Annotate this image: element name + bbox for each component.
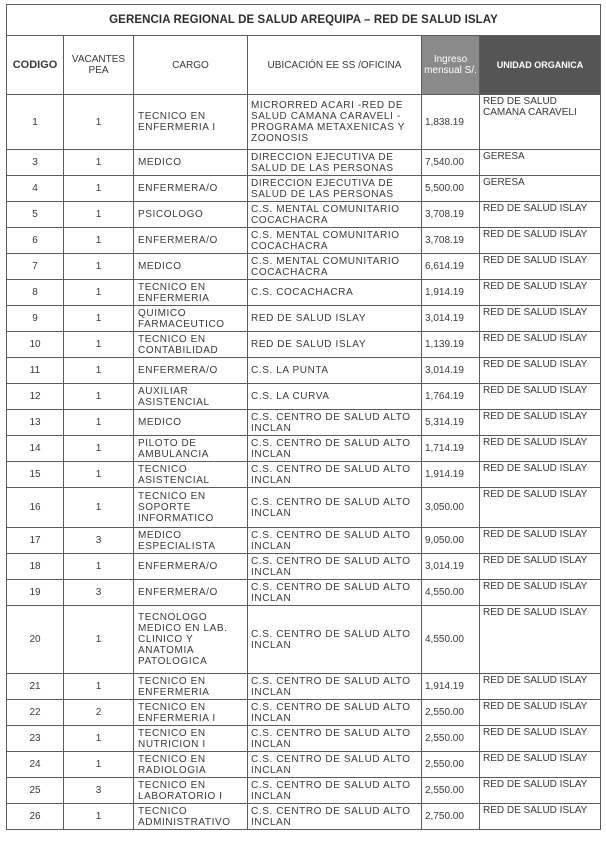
row-vacantes: 1 (64, 554, 134, 580)
table-row (7, 580, 601, 606)
row-codigo: 19 (7, 580, 64, 606)
row-codigo: 3 (7, 150, 64, 176)
row-unidad: RED DE SALUD ISLAY (480, 674, 601, 700)
table-row (7, 280, 601, 306)
row-ingreso: 3,014.19 (422, 554, 480, 580)
row-unidad: RED DE SALUD CAMANA CARAVELI (480, 95, 601, 150)
row-unidad: RED DE SALUD ISLAY (480, 202, 601, 228)
row-codigo: 1 (7, 95, 64, 150)
row-codigo: 24 (7, 752, 64, 778)
table-row (7, 674, 601, 700)
table-row (7, 488, 601, 528)
row-cargo: MEDICO (134, 410, 248, 436)
row-unidad: RED DE SALUD ISLAY (480, 606, 601, 674)
row-ubicacion: DIRECCION EJECUTIVA DE SALUD DE LAS PERSONAS (248, 176, 422, 202)
row-vacantes: 1 (64, 306, 134, 332)
row-ingreso: 1,139.19 (422, 332, 480, 358)
table-row (7, 752, 601, 778)
row-codigo: 9 (7, 306, 64, 332)
row-ubicacion: C.S. CENTRO DE SALUD ALTO INCLAN (248, 436, 422, 462)
header-vacantes: VACANTES PEA (64, 36, 134, 95)
row-unidad: RED DE SALUD ISLAY (480, 580, 601, 606)
row-cargo: PSICOLOGO (134, 202, 248, 228)
row-ubicacion: C.S. CENTRO DE SALUD ALTO INCLAN (248, 778, 422, 804)
document-title: GERENCIA REGIONAL DE SALUD AREQUIPA – RED DE SALUD ISLAY (7, 5, 601, 36)
title-row (7, 5, 601, 36)
row-ingreso: 2,750.00 (422, 804, 480, 830)
row-ingreso: 4,550.00 (422, 580, 480, 606)
row-cargo: TECNICO ADMINISTRATIVO (134, 804, 248, 830)
row-unidad: RED DE SALUD ISLAY (480, 726, 601, 752)
row-codigo: 20 (7, 606, 64, 674)
row-vacantes: 2 (64, 700, 134, 726)
row-vacantes: 1 (64, 202, 134, 228)
row-codigo: 5 (7, 202, 64, 228)
row-vacantes: 1 (64, 95, 134, 150)
row-ubicacion: C.S. CENTRO DE SALUD ALTO INCLAN (248, 528, 422, 554)
row-vacantes: 1 (64, 384, 134, 410)
header-row (7, 36, 601, 95)
row-vacantes: 1 (64, 150, 134, 176)
row-ingreso: 1,914.19 (422, 280, 480, 306)
row-ingreso: 7,540.00 (422, 150, 480, 176)
row-ingreso: 3,014.19 (422, 358, 480, 384)
row-unidad: RED DE SALUD ISLAY (480, 358, 601, 384)
table-row (7, 228, 601, 254)
header-unidad: UNIDAD ORGANICA (480, 36, 601, 95)
row-unidad: RED DE SALUD ISLAY (480, 332, 601, 358)
row-codigo: 23 (7, 726, 64, 752)
row-ubicacion: C.S. CENTRO DE SALUD ALTO INCLAN (248, 700, 422, 726)
row-unidad: RED DE SALUD ISLAY (480, 436, 601, 462)
row-cargo: ENFERMERA/O (134, 358, 248, 384)
row-codigo: 17 (7, 528, 64, 554)
row-unidad: RED DE SALUD ISLAY (480, 752, 601, 778)
row-codigo: 15 (7, 462, 64, 488)
row-ingreso: 2,550.00 (422, 778, 480, 804)
row-codigo: 7 (7, 254, 64, 280)
row-vacantes: 1 (64, 462, 134, 488)
row-ubicacion: DIRECCION EJECUTIVA DE SALUD DE LAS PERSONAS (248, 150, 422, 176)
row-ubicacion: C.S. MENTAL COMUNITARIO COCACHACRA (248, 202, 422, 228)
row-ingreso: 9,050.00 (422, 528, 480, 554)
row-cargo: AUXILIAR ASISTENCIAL (134, 384, 248, 410)
row-ubicacion: RED DE SALUD ISLAY (248, 306, 422, 332)
row-ingreso: 5,314.19 (422, 410, 480, 436)
row-ingreso: 6,614.19 (422, 254, 480, 280)
table-row (7, 436, 601, 462)
row-vacantes: 1 (64, 228, 134, 254)
row-cargo: ENFERMERA/O (134, 176, 248, 202)
table-row (7, 528, 601, 554)
row-vacantes: 1 (64, 752, 134, 778)
row-unidad: RED DE SALUD ISLAY (480, 778, 601, 804)
row-cargo: TECNICO EN CONTABILIDAD (134, 332, 248, 358)
row-cargo: ENFERMERA/O (134, 554, 248, 580)
row-ingreso: 2,550.00 (422, 700, 480, 726)
row-vacantes: 1 (64, 254, 134, 280)
header-codigo: CODIGO (7, 36, 64, 95)
row-ingreso: 3,014.19 (422, 306, 480, 332)
row-cargo: TECNICO EN SOPORTE INFORMATICO (134, 488, 248, 528)
row-cargo: ENFERMERA/O (134, 580, 248, 606)
row-cargo: TECNICO EN RADIOLOGIA (134, 752, 248, 778)
row-ingreso: 1,714.19 (422, 436, 480, 462)
table-row (7, 202, 601, 228)
row-cargo: ENFERMERA/O (134, 228, 248, 254)
table-row (7, 150, 601, 176)
row-codigo: 11 (7, 358, 64, 384)
row-ingreso: 1,914.19 (422, 674, 480, 700)
row-unidad: RED DE SALUD ISLAY (480, 254, 601, 280)
row-unidad: RED DE SALUD ISLAY (480, 488, 601, 528)
row-ubicacion: MICRORRED ACARI -RED DE SALUD CAMANA CARAVELI - PROGRAMA METAXENICAS Y ZOONOSIS (248, 95, 422, 150)
row-cargo: TECNICO EN ENFERMERIA (134, 280, 248, 306)
row-codigo: 25 (7, 778, 64, 804)
header-ubicacion: UBICACIÓN EE SS /OFICINA (248, 36, 422, 95)
row-unidad: RED DE SALUD ISLAY (480, 554, 601, 580)
row-codigo: 8 (7, 280, 64, 306)
row-vacantes: 1 (64, 280, 134, 306)
row-ubicacion: C.S. MENTAL COMUNITARIO COCACHACRA (248, 254, 422, 280)
row-vacantes: 3 (64, 580, 134, 606)
row-ubicacion: C.S. CENTRO DE SALUD ALTO INCLAN (248, 580, 422, 606)
row-ingreso: 1,764.19 (422, 384, 480, 410)
row-vacantes: 3 (64, 528, 134, 554)
row-ubicacion: C.S. CENTRO DE SALUD ALTO INCLAN (248, 752, 422, 778)
row-cargo: TECNICO EN NUTRICION I (134, 726, 248, 752)
table-row (7, 778, 601, 804)
row-unidad: RED DE SALUD ISLAY (480, 384, 601, 410)
row-codigo: 18 (7, 554, 64, 580)
row-vacantes: 1 (64, 804, 134, 830)
row-vacantes: 1 (64, 674, 134, 700)
row-ubicacion: C.S. LA CURVA (248, 384, 422, 410)
table-row (7, 726, 601, 752)
row-vacantes: 1 (64, 488, 134, 528)
row-codigo: 26 (7, 804, 64, 830)
row-unidad: RED DE SALUD ISLAY (480, 410, 601, 436)
row-ubicacion: C.S. CENTRO DE SALUD ALTO INCLAN (248, 554, 422, 580)
row-cargo: QUIMICO FARMACEUTICO (134, 306, 248, 332)
row-cargo: TECNICO EN ENFERMERIA I (134, 95, 248, 150)
row-unidad: RED DE SALUD ISLAY (480, 306, 601, 332)
row-unidad: RED DE SALUD ISLAY (480, 228, 601, 254)
row-unidad: RED DE SALUD ISLAY (480, 528, 601, 554)
row-vacantes: 1 (64, 332, 134, 358)
row-ingreso: 3,050.00 (422, 488, 480, 528)
row-ubicacion: C.S. CENTRO DE SALUD ALTO INCLAN (248, 804, 422, 830)
row-ingreso: 2,550.00 (422, 726, 480, 752)
row-ubicacion: RED DE SALUD ISLAY (248, 332, 422, 358)
row-unidad: RED DE SALUD ISLAY (480, 462, 601, 488)
row-unidad: GERESA (480, 176, 601, 202)
table-row (7, 358, 601, 384)
row-unidad: RED DE SALUD ISLAY (480, 804, 601, 830)
row-cargo: PILOTO DE AMBULANCIA (134, 436, 248, 462)
row-codigo: 21 (7, 674, 64, 700)
table-row (7, 176, 601, 202)
row-vacantes: 1 (64, 436, 134, 462)
row-cargo: TECNICO EN ENFERMERIA (134, 674, 248, 700)
row-ubicacion: C.S. CENTRO DE SALUD ALTO INCLAN (248, 674, 422, 700)
row-cargo: MEDICO (134, 150, 248, 176)
row-ingreso: 3,708.19 (422, 228, 480, 254)
row-ingreso: 4,550.00 (422, 606, 480, 674)
row-unidad: RED DE SALUD ISLAY (480, 280, 601, 306)
row-codigo: 13 (7, 410, 64, 436)
row-cargo: TECNICO EN ENFERMERIA I (134, 700, 248, 726)
row-codigo: 4 (7, 176, 64, 202)
row-ingreso: 1,914.19 (422, 462, 480, 488)
row-codigo: 6 (7, 228, 64, 254)
row-codigo: 10 (7, 332, 64, 358)
row-unidad: RED DE SALUD ISLAY (480, 700, 601, 726)
row-ingreso: 3,708.19 (422, 202, 480, 228)
row-cargo: TECNICO ASISTENCIAL (134, 462, 248, 488)
table-row (7, 95, 601, 150)
row-cargo: TECNICO EN LABORATORIO I (134, 778, 248, 804)
row-vacantes: 1 (64, 176, 134, 202)
row-codigo: 14 (7, 436, 64, 462)
row-ubicacion: C.S. COCACHACRA (248, 280, 422, 306)
vacancies-table (6, 4, 601, 830)
row-ubicacion: C.S. LA PUNTA (248, 358, 422, 384)
table-row (7, 254, 601, 280)
row-codigo: 22 (7, 700, 64, 726)
table-row (7, 410, 601, 436)
row-codigo: 16 (7, 488, 64, 528)
table-row (7, 332, 601, 358)
header-ingreso: Ingreso mensual S/. (422, 36, 480, 95)
row-ubicacion: C.S. MENTAL COMUNITARIO COCACHACRA (248, 228, 422, 254)
row-vacantes: 1 (64, 726, 134, 752)
row-vacantes: 1 (64, 358, 134, 384)
row-ubicacion: C.S. CENTRO DE SALUD ALTO INCLAN (248, 462, 422, 488)
row-ubicacion: C.S. CENTRO DE SALUD ALTO INCLAN (248, 488, 422, 528)
table-row (7, 384, 601, 410)
row-vacantes: 1 (64, 606, 134, 674)
row-unidad: GERESA (480, 150, 601, 176)
row-ubicacion: C.S. CENTRO DE SALUD ALTO INCLAN (248, 726, 422, 752)
table-row (7, 554, 601, 580)
row-ingreso: 2,550.00 (422, 752, 480, 778)
row-ingreso: 5,500.00 (422, 176, 480, 202)
table-row (7, 306, 601, 332)
row-ubicacion: C.S. CENTRO DE SALUD ALTO INCLAN (248, 410, 422, 436)
row-ubicacion: C.S. CENTRO DE SALUD ALTO INCLAN (248, 606, 422, 674)
row-codigo: 12 (7, 384, 64, 410)
row-vacantes: 3 (64, 778, 134, 804)
row-ingreso: 1,838.19 (422, 95, 480, 150)
row-cargo: MEDICO ESPECIALISTA (134, 528, 248, 554)
row-vacantes: 1 (64, 410, 134, 436)
table-row (7, 700, 601, 726)
table-row (7, 804, 601, 830)
row-cargo: MEDICO (134, 254, 248, 280)
header-cargo: CARGO (134, 36, 248, 95)
row-cargo: TECNOLOGO MEDICO EN LAB. CLINICO Y ANATOMIA PATOLOGICA (134, 606, 248, 674)
table-row (7, 462, 601, 488)
table-row (7, 606, 601, 674)
